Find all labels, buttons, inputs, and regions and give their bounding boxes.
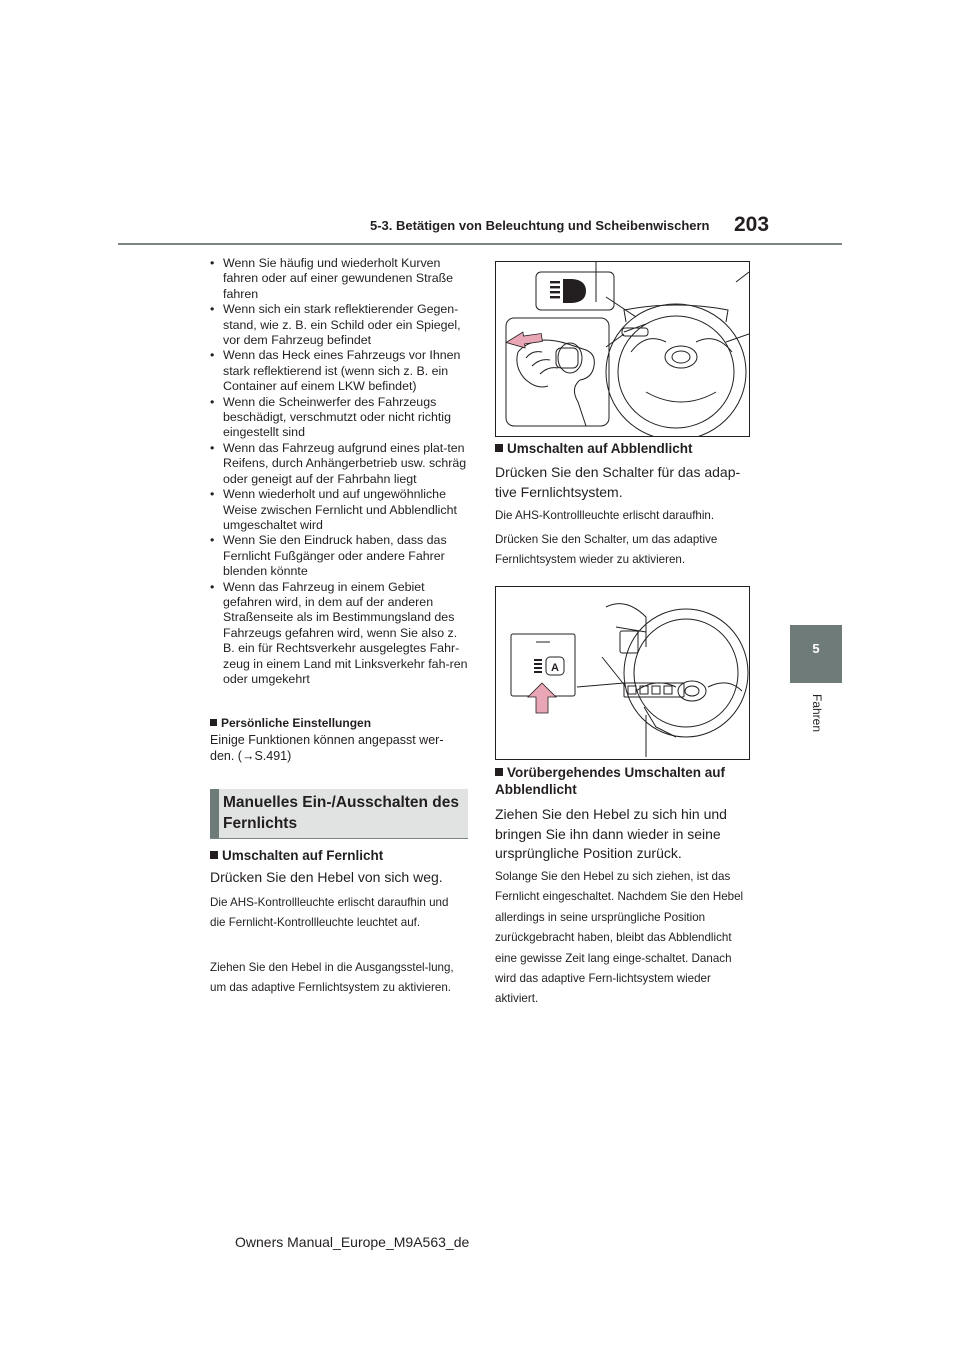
high-beam-note-1: Die AHS-Kontrollleuchte erlischt daraufhin und die Fernlicht-Kontrollleuchte leuchtet auf. (210, 896, 449, 930)
header-title: 5-3. Betätigen von Beleuchtung und Scheibenwischern (370, 218, 710, 233)
temporary-low-beam-heading (495, 764, 755, 798)
high-beam-heading (210, 847, 470, 864)
figure-ahs-switch (495, 586, 750, 760)
list-item: • Wenn das Fahrzeug aufgrund eines plat-ten Reifens, durch Anhängerbetrieb usw. schräg oder geneigt auf der Fahrbahn liegt (210, 441, 470, 487)
footer-document-id: Owners Manual_Europe_M9A563_de (235, 1234, 470, 1250)
list-item: • Wenn Sie den Eindruck haben, dass das Fernlicht Fußgänger oder andere Fahrer blenden könnte (210, 533, 470, 579)
list-item: • Wenn wiederholt und auf ungewöhnliche Weise zwischen Fernlicht und Abblendlicht umgeschaltet wird (210, 487, 470, 533)
low-beam-heading (495, 440, 755, 457)
ahs-switch-illustration (496, 587, 749, 759)
list-item: • Wenn Sie häufig und wiederholt Kurven fahren oder auf einer gewundenen Straße fahren (210, 256, 470, 302)
high-beam-lead: Drücken Sie den Hebel von sich weg. (210, 869, 443, 885)
chapter-name-tab[interactable] (796, 686, 836, 746)
personal-settings-text: Einige Funktionen können angepasst wer-den. (→S.491) (210, 733, 444, 763)
low-beam-lead: Drücken Sie den Schalter für das adap-tive Fernlichtsystem. (495, 464, 741, 500)
ahs-button-letter: A (551, 662, 559, 674)
list-item: • Wenn das Heck eines Fahrzeugs vor Ihnen stark reflektierend ist (wenn sich z. B. ein Container auf einem LKW befindet) (210, 348, 470, 394)
list-item: • Wenn sich ein stark reflektierender Gegen-stand, wie z. B. ein Schild oder ein Spiegel, vor dem Fahrzeug befindet (210, 302, 470, 348)
square-bullet-icon (495, 444, 503, 452)
square-bullet-icon (210, 851, 218, 859)
header-divider (118, 243, 842, 245)
personal-settings-label: Persönliche Einstellungen (221, 716, 372, 730)
square-bullet-icon (495, 768, 503, 776)
chapter-tab[interactable] (790, 625, 842, 683)
section-accent-bar (210, 789, 219, 838)
low-beam-heading-label: Umschalten auf Abblendlicht (507, 441, 693, 456)
temporary-lead: Ziehen Sie den Hebel zu sich hin und bringen Sie ihn dann wieder in seine ursprüngliche Position zurück. (495, 806, 727, 861)
page-number: 203 (734, 213, 770, 236)
list-item: • Wenn das Fahrzeug in einem Gebiet gefahren wird, in dem auf der anderen Straßenseite als im Bestimmungsland des Fahrzeugs gefahren wird, wenn Sie also z. B. ein für Rechtsverkehr ausgelegtes Fahr-zeug in einem Land mit Linksverkehr fah-ren oder umgekehrt (210, 580, 470, 688)
high-beam-heading-label: Umschalten auf Fernlicht (222, 848, 384, 863)
section-heading-box (210, 789, 468, 839)
square-bullet-icon (210, 719, 217, 726)
low-beam-note-2: Drücken Sie den Schalter, um das adaptive Fernlichtsystem wieder zu aktivieren. (495, 533, 718, 567)
list-item: • Wenn die Scheinwerfer des Fahrzeugs beschädigt, verschmutzt oder nicht richtig eingestellt sind (210, 395, 470, 441)
section-title: Manuelles Ein-/Ausschalten des Fernlichts (223, 794, 460, 832)
chapter-name-label: Fahren (810, 694, 824, 733)
low-beam-note-1: Die AHS-Kontrollleuchte erlischt daraufhin. (495, 509, 715, 522)
high-beam-note-2: Ziehen Sie den Hebel in die Ausgangsstel-lung, um das adaptive Fernlichtsystem zu aktivieren. (210, 961, 454, 995)
condition-list (210, 256, 470, 687)
temporary-heading-label: Vorübergehendes Umschalten auf Abblendlicht (495, 765, 726, 797)
lever-illustration (496, 262, 749, 436)
chapter-number: 5 (812, 641, 820, 656)
temporary-note: Solange Sie den Hebel zu sich ziehen, ist das Fernlicht eingeschaltet. Nachdem Sie den Hebel allerdings in seine ursprüngliche Position zurückgebracht haben, bleibt das Abblendlicht eine gewisse Zeit lang einge-schaltet. Danach wird das adaptive Fern-lichtsystem wieder aktiviert. (495, 870, 744, 1006)
figure-headlight-lever (495, 261, 750, 437)
personal-settings-heading (210, 716, 371, 730)
